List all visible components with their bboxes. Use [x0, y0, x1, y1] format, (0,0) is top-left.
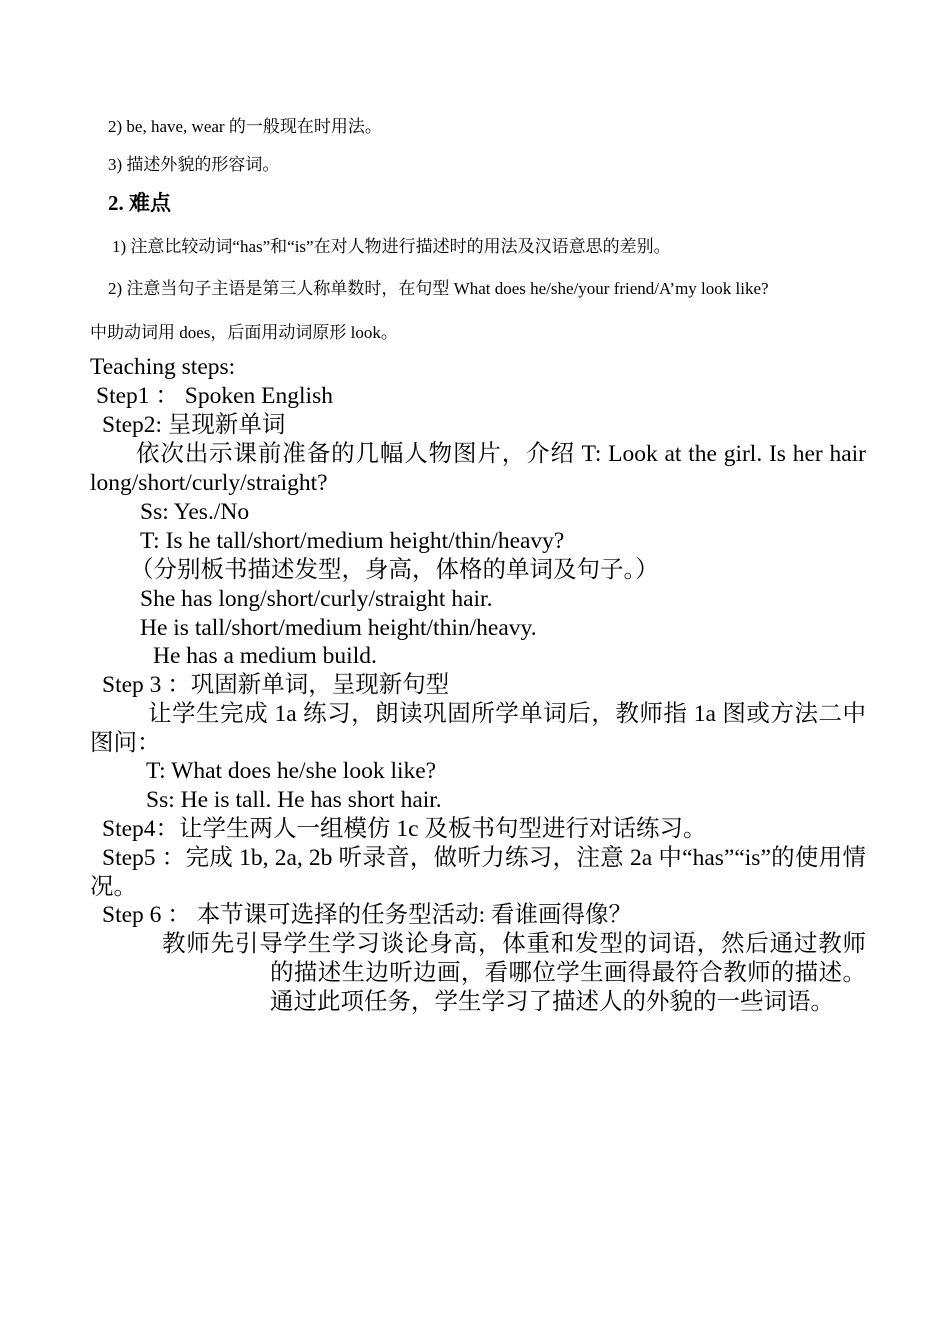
- step-2-line-4: She has long/short/curly/straight hair.: [140, 586, 493, 612]
- step-2-paragraph: 依次出示课前准备的几幅人物图片，介绍 T: Look at the girl. Is her hair long/short/curly/straight?: [90, 441, 866, 496]
- focus-item-2: 2) be, have, wear 的一般现在时用法。: [108, 117, 382, 136]
- step-2-line-2: T: Is he tall/short/medium height/thin/heavy?: [140, 528, 565, 554]
- step-2-line-3: （分别板书描述发型，身高，体格的单词及句子。）: [130, 557, 659, 583]
- step-3-line-1: T: What does he/she look like?: [146, 758, 437, 784]
- step-3-line-2: Ss: He is tall. He has short hair.: [146, 787, 442, 813]
- difficulty-heading: 2. 难点: [108, 191, 171, 215]
- step-6-paragraph: 教师先引导学生学习谈论身高，体重和发型的词语，然后通过教师的描述生边听边画，看哪位学生画得最符合教师的描述。通过此项任务，学生学习了描述人的外貌的一些词语。: [162, 931, 866, 1015]
- difficulty-item-1: 1) 注意比较动词“has”和“is”在对人物进行描述时的用法及汉语意思的差别。: [112, 237, 671, 256]
- step-1: Step1 ： Spoken English: [96, 383, 333, 409]
- step-2: Step2: 呈现新单词: [102, 412, 286, 438]
- step-2-line-5: He is tall/short/medium height/thin/heavy.: [140, 615, 537, 641]
- step-3: Step 3 ：巩固新单词，呈现新句型: [102, 672, 450, 698]
- difficulty-item-2-line-1: 2) 注意当句子主语是第三人称单数时，在句型 What does he/she/your friend/A’my look like?: [108, 279, 769, 298]
- step-4: Step4：让学生两人一组模仿 1c 及板书句型进行对话练习。: [102, 816, 707, 842]
- step-2-line-1: Ss: Yes./No: [140, 499, 250, 525]
- step-5: Step5 ：完成 1b, 2a, 2b 听录音，做听力练习，注意 2a 中“has”“is”的使用情况。: [90, 845, 866, 900]
- step-6: Step 6 ： 本节课可选择的任务型活动: 看谁画得像？: [102, 902, 633, 928]
- teaching-steps-title: Teaching steps:: [90, 354, 236, 380]
- focus-item-3: 3) 描述外貌的形容词。: [108, 155, 280, 174]
- difficulty-item-2-line-2: 中助动词用 does，后面用动词原形 look。: [90, 323, 398, 342]
- step-2-line-6: He has a medium build.: [153, 643, 377, 669]
- step-3-paragraph: 让学生完成 1a 练习，朗读巩固所学单词后，教师指 1a 图或方法二中图问：: [90, 701, 866, 756]
